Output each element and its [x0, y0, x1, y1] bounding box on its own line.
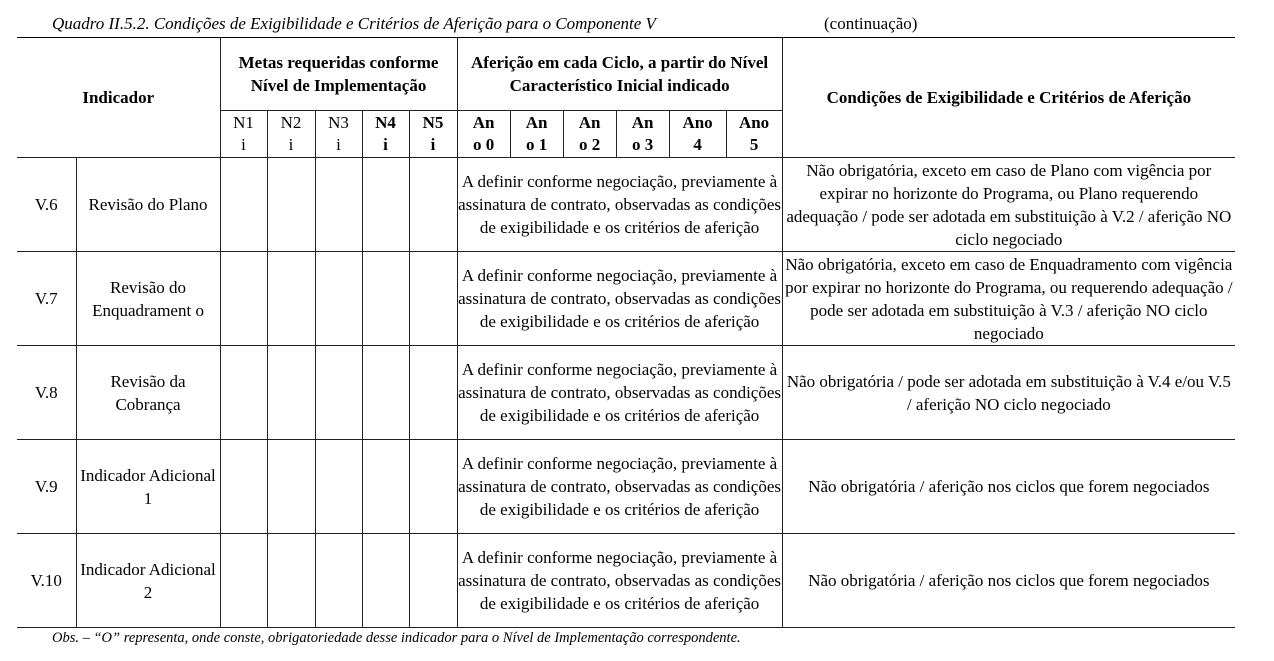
indicator-code: V.9: [17, 440, 76, 534]
caption-continuation: (continuação): [824, 14, 918, 33]
table-row: [17, 252, 1235, 346]
table-row: [17, 534, 1235, 628]
indicator-code: V.7: [17, 252, 76, 346]
level-n1: N1 i: [220, 111, 267, 158]
indicator-name: Revisão do Plano: [76, 158, 220, 252]
header-metas: Metas requeridas conforme Nível de Implementação: [220, 38, 457, 111]
criteria-table: [17, 37, 1235, 628]
year-3: An o 3: [616, 111, 669, 158]
condicoes-cell: Não obrigatória, exceto em caso de Plano com vigência por expirar no horizonte do Programa, ou Plano requerendo adequação / pode ser adotada em substituição à V.2 / aferição NO ciclo negociado: [782, 158, 1235, 252]
year-5: Ano 5: [726, 111, 782, 158]
condicoes-cell: Não obrigatória / pode ser adotada em substituição à V.4 e/ou V.5 / aferição NO ciclo negociado: [782, 346, 1235, 440]
indicator-code: V.8: [17, 346, 76, 440]
condicoes-cell: Não obrigatória / aferição nos ciclos que forem negociados: [782, 440, 1235, 534]
year-4: Ano 4: [669, 111, 726, 158]
caption-title: Quadro II.5.2. Condições de Exigibilidade e Critérios de Aferição para o Componente V: [52, 14, 656, 33]
table-row: [17, 346, 1235, 440]
year-0: An o 0: [457, 111, 510, 158]
afericao-cell: A definir conforme negociação, previamente à assinatura de contrato, observadas as condições de exigibilidade e os critérios de aferição: [457, 158, 782, 252]
header-indicador: Indicador: [17, 38, 220, 158]
footnote: Obs. – “O” representa, onde conste, obrigatoriedade desse indicador para o Nível de Implementação correspondente.: [52, 630, 741, 646]
level-n4: N4 i: [362, 111, 409, 158]
year-2: An o 2: [563, 111, 616, 158]
table-caption: [52, 14, 918, 34]
table-row: [17, 440, 1235, 534]
header-condicoes: Condições de Exigibilidade e Critérios de Aferição: [782, 38, 1235, 158]
table-row: [17, 158, 1235, 252]
header-afericao: Aferição em cada Ciclo, a partir do Nível Característico Inicial indicado: [457, 38, 782, 111]
indicator-name: Revisão da Cobrança: [76, 346, 220, 440]
indicator-name: Indicador Adicional 2: [76, 534, 220, 628]
indicator-code: V.6: [17, 158, 76, 252]
level-n3: N3 i: [315, 111, 362, 158]
year-1: An o 1: [510, 111, 563, 158]
afericao-cell: A definir conforme negociação, previamente à assinatura de contrato, observadas as condições de exigibilidade e os critérios de aferição: [457, 440, 782, 534]
indicator-name: Indicador Adicional 1: [76, 440, 220, 534]
afericao-cell: A definir conforme negociação, previamente à assinatura de contrato, observadas as condições de exigibilidade e os critérios de aferição: [457, 252, 782, 346]
indicator-name: Revisão do Enquadrament o: [76, 252, 220, 346]
level-n5: N5 i: [409, 111, 457, 158]
afericao-cell: A definir conforme negociação, previamente à assinatura de contrato, observadas as condições de exigibilidade e os critérios de aferição: [457, 534, 782, 628]
indicator-code: V.10: [17, 534, 76, 628]
condicoes-cell: Não obrigatória, exceto em caso de Enquadramento com vigência por expirar no horizonte do Programa, ou requerendo adequação / pode ser adotada em substituição à V.3 / aferição NO ciclo negociado: [782, 252, 1235, 346]
afericao-cell: A definir conforme negociação, previamente à assinatura de contrato, observadas as condições de exigibilidade e os critérios de aferição: [457, 346, 782, 440]
condicoes-cell: Não obrigatória / aferição nos ciclos que forem negociados: [782, 534, 1235, 628]
level-n2: N2 i: [267, 111, 315, 158]
